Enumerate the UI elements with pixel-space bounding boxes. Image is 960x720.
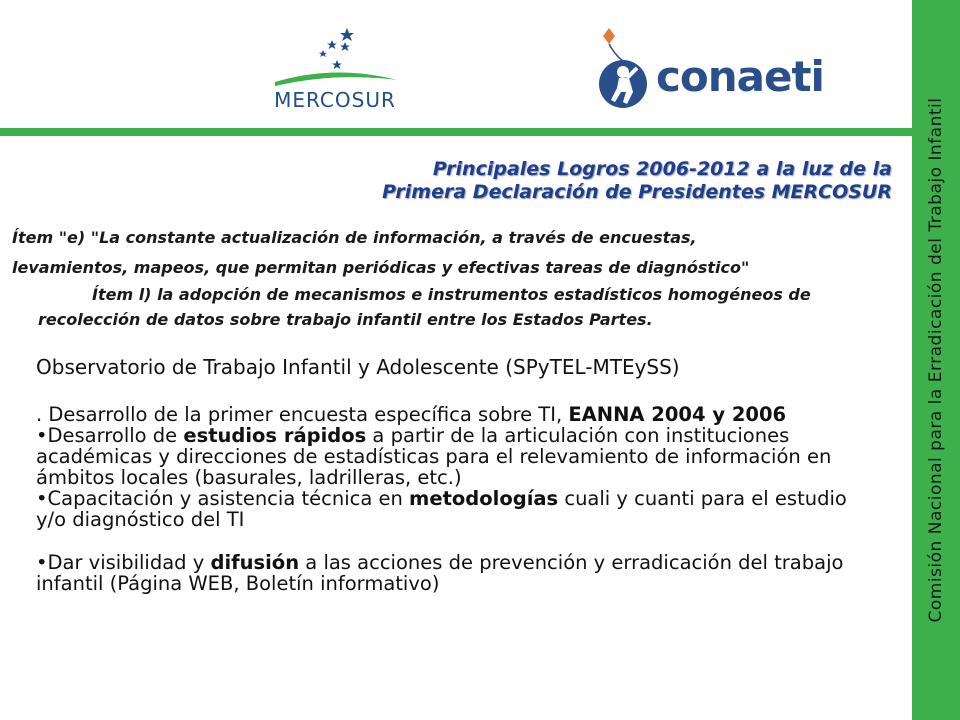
achievement-4-text: •Dar visibilidad y xyxy=(36,551,211,574)
item-l-line-1: Ítem l) la adopción de mecanismos e instrumentos estadísticos homogéneos de xyxy=(92,285,811,304)
list-spacer xyxy=(36,530,876,552)
slide-title-line-2: Primera Declaración de Presidentes MERCOSUR xyxy=(382,181,892,203)
conaeti-logo xyxy=(579,10,824,133)
achievement-1-emphasis: EANNA 2004 y 2006 xyxy=(568,403,787,426)
item-e-line-2: levamientos, mapeos, que permitan periódicas y efectivas tareas de diagnóstico" xyxy=(12,258,750,277)
header-divider xyxy=(0,128,912,136)
achievement-3-emphasis: metodologías xyxy=(409,487,559,510)
achievement-1-text: . Desarrollo de la primer encuesta específica sobre TI, xyxy=(36,403,569,426)
achievement-3 xyxy=(36,488,876,530)
sidebar-caption xyxy=(912,0,960,720)
observatorio-heading: Observatorio de Trabajo Infantil y Adolescente (SPyTEL-MTEySS) xyxy=(36,355,680,379)
achievement-1 xyxy=(36,404,876,425)
achievements-list xyxy=(36,404,876,594)
achievement-3-text-rest: cuali y cuanti para el estudio y/o diagnóstico del TI xyxy=(36,487,847,531)
slide-title-line-1: Principales Logros 2006-2012 a la luz de la xyxy=(432,158,892,180)
mercosur-logo xyxy=(265,20,415,120)
achievement-3-text: •Capacitación y asistencia técnica en xyxy=(36,487,410,510)
slide-title xyxy=(382,158,892,204)
sidebar-caption-text: Comisión Nacional para la Erradicación del Trabajo Infantil xyxy=(926,97,946,623)
item-l-line-2: recolección de datos sobre trabajo infantil entre los Estados Partes. xyxy=(38,310,653,329)
achievement-2 xyxy=(36,425,876,488)
item-e-line-1: Ítem "e) "La constante actualización de información, a través de encuestas, xyxy=(12,228,697,247)
achievement-4-text-rest: a las acciones de prevención y erradicación del trabajo infantil (Página WEB, Boletín informativo) xyxy=(36,551,844,595)
achievement-2-text-rest: a partir de la articulación con instituciones académicas y direcciones de estadísticas para el relevamiento de información en ámbitos locales (basurales, ladrilleras, etc.) xyxy=(36,424,832,489)
achievement-4-emphasis: difusión xyxy=(210,551,300,574)
achievement-2-text: •Desarrollo de xyxy=(36,424,184,447)
conaeti-logo-text: conaeti xyxy=(656,52,824,101)
achievement-2-emphasis: estudios rápidos xyxy=(183,424,367,447)
mercosur-logo-text: MERCOSUR xyxy=(274,88,396,112)
achievement-4 xyxy=(36,552,876,594)
